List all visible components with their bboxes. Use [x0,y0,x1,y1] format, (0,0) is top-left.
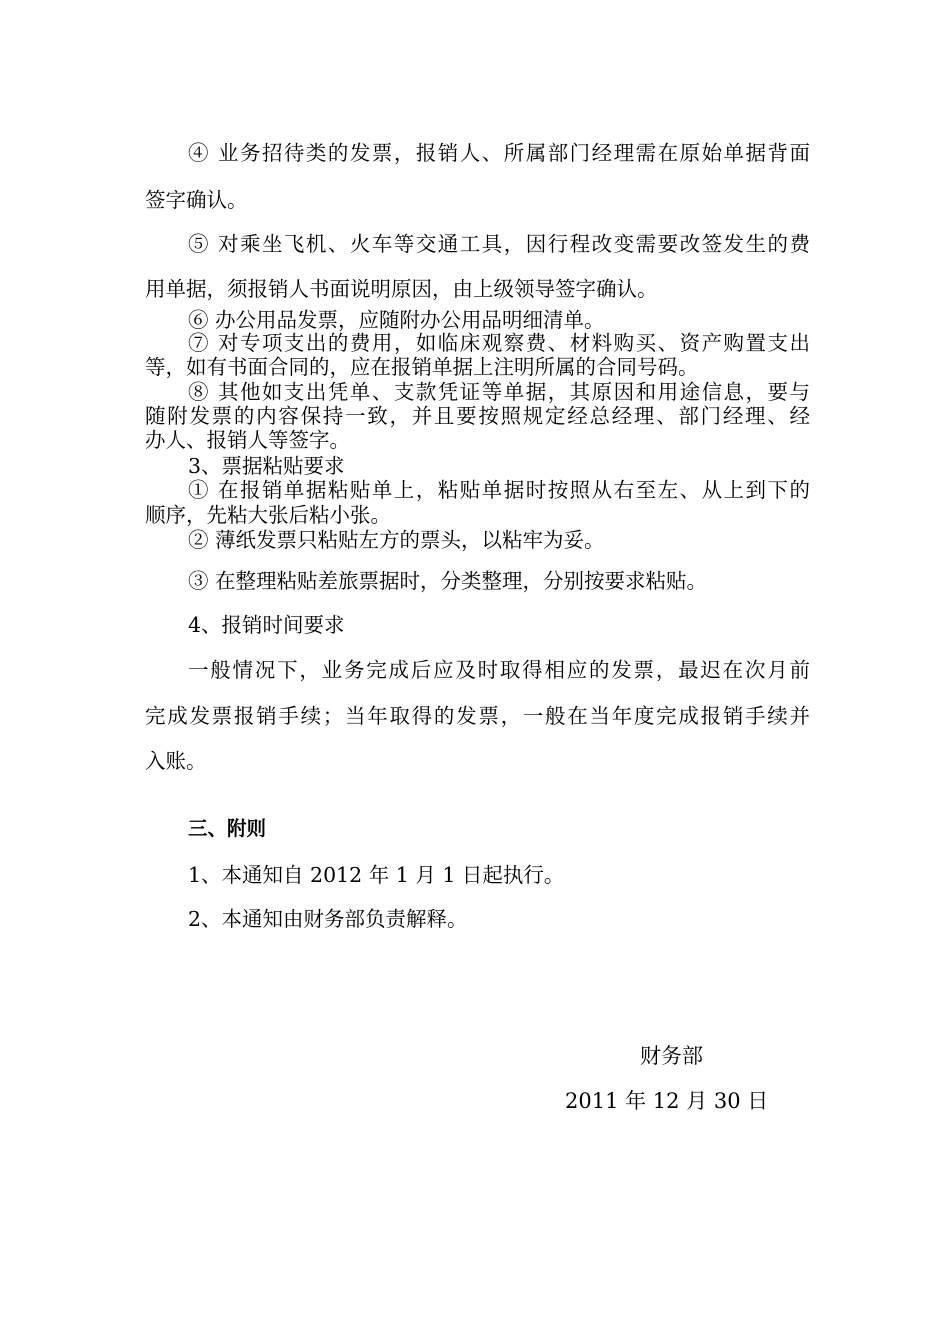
paragraph-line: 签字确认。 [145,188,248,212]
paragraph-line: ① 在报销单据粘贴单上，粘贴单据时按照从右至左、从上到下的 [188,478,810,502]
paragraph-line: 用单据，须报销人书面说明原因，由上级领导签字确认。 [145,277,658,301]
section-heading: 三、附则 [188,817,267,840]
paragraph-line: ⑦ 对专项支出的费用，如临床观察费、材料购买、资产购置支出 [188,331,810,355]
signature-date: 2011 年 12 月 30 日 [565,1089,769,1113]
paragraph-line: ③ 在整理粘贴差旅票据时，分类整理，分别按要求粘贴。 [188,569,708,593]
paragraph-line: ④ 业务招待类的发票，报销人、所属部门经理需在原始单据背面 [188,141,810,165]
appendix-item: 2、本通知由财务部负责解释。 [188,907,468,931]
section-subheading: 3、票据粘贴要求 [188,454,345,478]
paragraph-line: ⑤ 对乘坐飞机、火车等交通工具，因行程改变需要改签发生的费 [188,232,810,256]
paragraph-line: ⑥ 办公用品发票，应随附办公用品明细清单。 [188,308,605,332]
section-subheading: 4、报销时间要求 [188,613,345,637]
paragraph-line: 等，如有书面合同的，应在报销单据上注明所属的合同号码。 [145,355,699,379]
appendix-item: 1、本通知自 2012 年 1 月 1 日起执行。 [188,863,565,887]
paragraph-line: ⑧ 其他如支出凭单、支款凭证等单据，其原因和用途信息，要与 [188,380,810,404]
paragraph-line: 办人、报销人等签字。 [145,428,350,452]
paragraph-line: 顺序，先粘大张后粘小张。 [145,503,391,527]
paragraph-line: 入账。 [145,749,207,773]
paragraph-line: 随附发票的内容保持一致，并且要按照规定经总经理、部门经理、经 [145,404,810,428]
signature-department: 财务部 [640,1044,703,1068]
paragraph-line: ② 薄纸发票只粘贴左方的票头，以粘牢为妥。 [188,528,605,552]
paragraph-line: 一般情况下，业务完成后应及时取得相应的发票，最迟在次月前 [188,658,810,682]
paragraph-line: 完成发票报销手续；当年取得的发票，一般在当年度完成报销手续并 [145,704,810,728]
